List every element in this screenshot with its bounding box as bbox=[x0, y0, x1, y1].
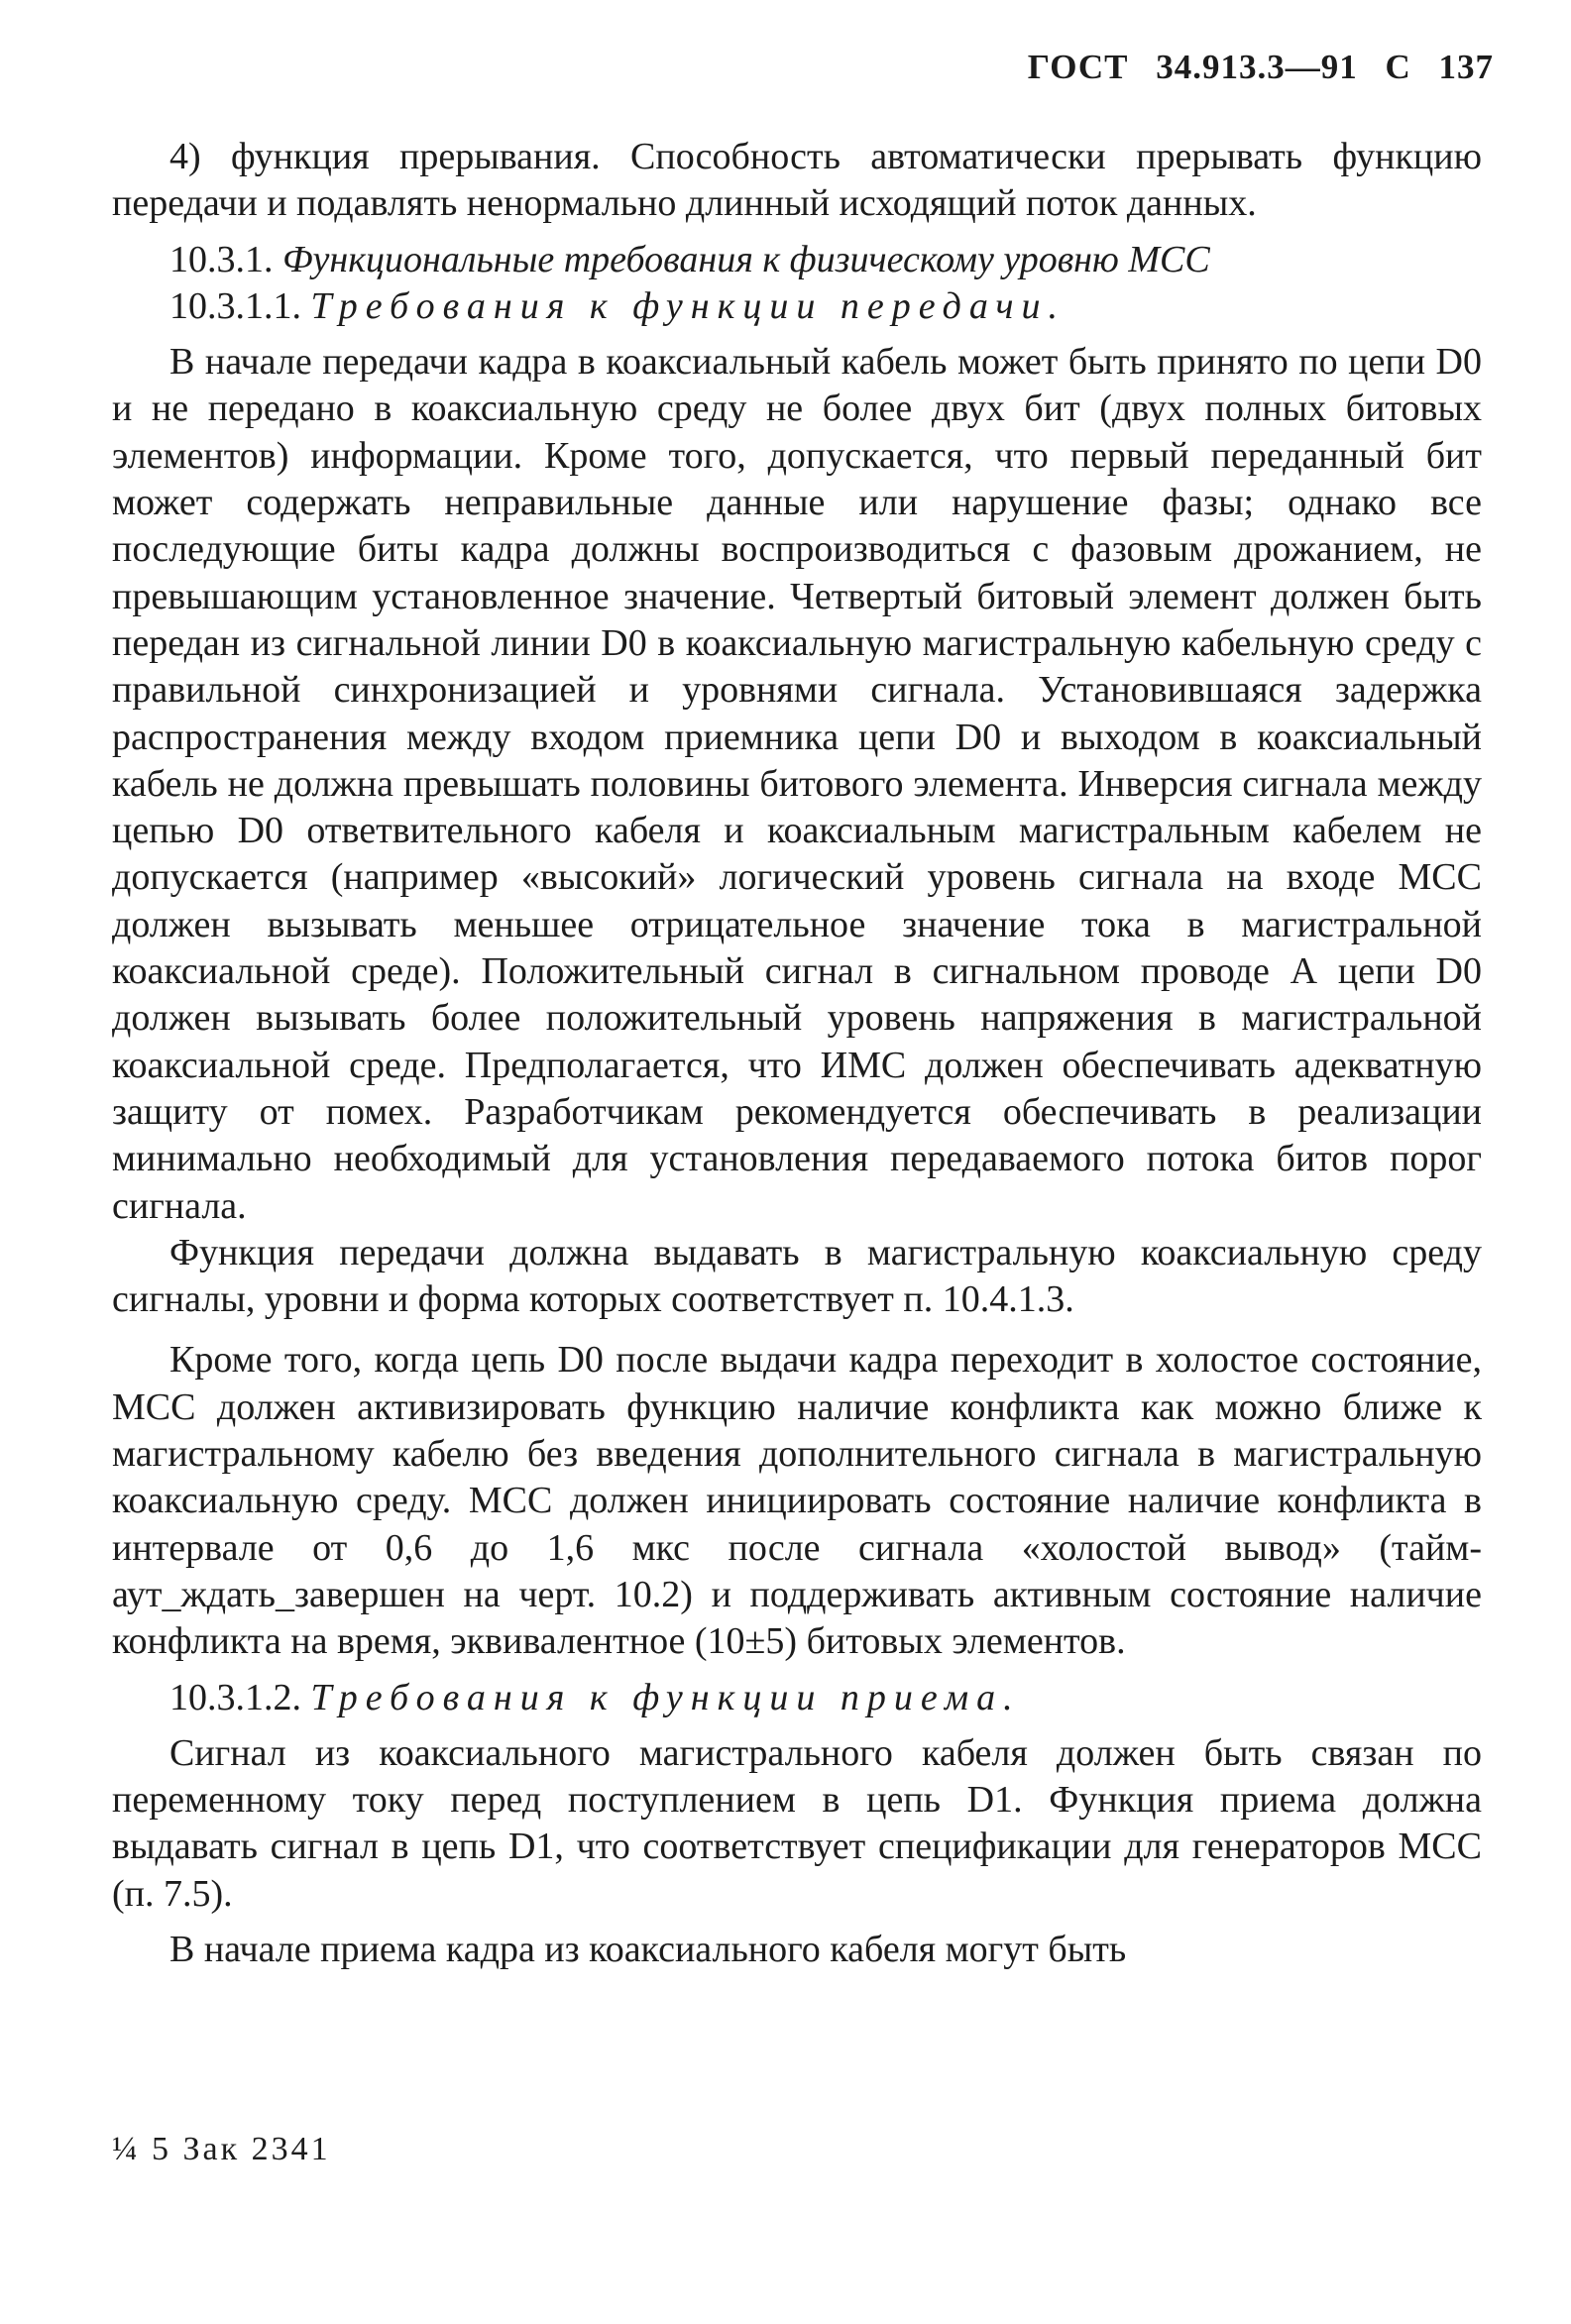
header-standard: ГОСТ bbox=[1027, 48, 1129, 86]
page-body bbox=[112, 134, 1482, 1973]
paragraph-receive-requirements: Сигнал из коаксиального магистрального кабеля должен быть связан по переменному току перед поступлением в цепь D1. Функция приема должна выдавать сигнал в цепь D1, что соответствует спецификации для генераторов МСС (п. 7.5). bbox=[112, 1731, 1482, 1915]
heading-10-3-1-number: 10.3.1. bbox=[169, 238, 274, 280]
heading-10-3-1-1-number: 10.3.1.1. bbox=[169, 284, 301, 327]
heading-10-3-1-title: Функциональные требования к физическому уровню МСС bbox=[282, 238, 1210, 280]
paragraph-interrupt-function: 4) функция прерывания. Способность автоматически прерывать функцию передачи и подавлять ненормально длинный исходящий поток данных. bbox=[112, 136, 1482, 225]
heading-10-3-1-1-title: Требования к функции передачи. bbox=[310, 284, 1066, 327]
page-header bbox=[1010, 48, 1494, 87]
header-number: 34.913.3—91 bbox=[1156, 48, 1358, 86]
heading-10-3-1-1 bbox=[112, 283, 1482, 330]
heading-10-3-1-2-number: 10.3.1.2. bbox=[169, 1676, 301, 1718]
page-footer-order-number: ¼ 5 Зак 2341 bbox=[112, 2131, 331, 2167]
paragraph-receive-frame-start: В начале приема кадра из коаксиального кабеля могут быть bbox=[169, 1928, 1127, 1970]
heading-10-3-1 bbox=[112, 237, 1482, 283]
heading-10-3-1-2-title: Требования к функции приема. bbox=[310, 1676, 1021, 1718]
heading-10-3-1-2 bbox=[112, 1675, 1482, 1721]
paragraph-collision-presence: Кроме того, когда цепь D0 после выдачи кадра переходит в холостое состояние, МСС должен активизировать функцию наличие конфликта как можно ближе к магистральному кабелю без введения дополнительного сигнала в магистральную коаксиальную среду. МСС должен инициировать состояние наличие конфликта в интервале от 0,6 до 1,6 мкс после сигнала «холостой вывод» (тайм-аут_ждать_завершен на черт. 10.2) и поддерживать активным состояние наличие конфликта на время, эквивалентное (10±5) битовых элементов. bbox=[112, 1339, 1482, 1663]
paragraph-transmit-signal-levels: Функция передачи должна выдавать в магистральную коаксиальную среду сигналы, уровни и форма которых соответствует п. 10.4.1.3. bbox=[112, 1231, 1482, 1321]
header-section: С bbox=[1385, 48, 1411, 86]
header-page-number: 137 bbox=[1438, 48, 1494, 86]
paragraph-transmit-requirements: В начале передачи кадра в коаксиальный кабель может быть принято по цепи D0 и не передано в коаксиальную среду не более двух бит (двух полных битовых элементов) информации. Кроме того, допускается, что первый переданный бит может содержать неправильные данные или нарушение фазы; однако все последующие биты кадра должны воспроизводиться с фазовым дрожанием, не превышающим установленное значение. Четвертый битовый элемент должен быть передан из сигнальной линии D0 в коаксиальную магистральную кабельную среду с правильной синхронизацией и уровнями сигнала. Установившаяся задержка распространения между входом приемника цепи D0 и выходом в коаксиальный кабель не должна превышать половины битового элемента. Инверсия сигнала между цепью D0 ответвительного кабеля и коаксиальным магистральным кабелем не допускается (например «высокий» логический уровень сигнала на входе МСС должен вызывать меньшее отрицательное значение тока в магистральной коаксиальной среде). Положительный сигнал в сигнальном проводе А цепи D0 должен вызывать более положительный уровень напряжения в магистральной коаксиальной среде. Предполагается, что ИМС должен обеспечивать адекватную защиту от помех. Разработчикам рекомендуется обеспечивать в реализации минимально необходимый для установления передаваемого потока битов порог сигнала. bbox=[112, 341, 1482, 1227]
